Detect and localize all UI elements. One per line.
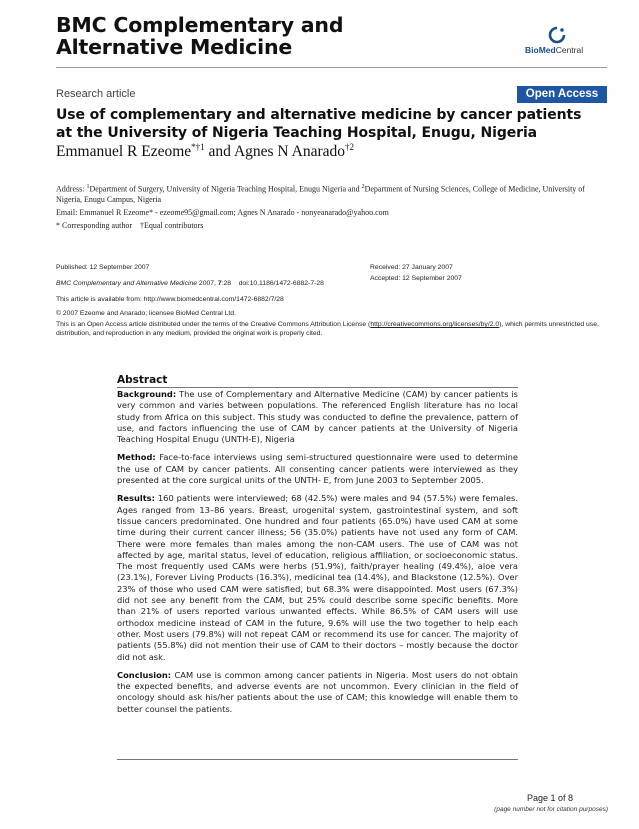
citation-year: 2007, (197, 280, 218, 287)
accepted-date: Accepted: 12 September 2007 (370, 275, 462, 282)
publisher-logo-icon (548, 26, 566, 44)
header-divider (56, 67, 607, 68)
article-type: Research article (56, 88, 136, 100)
section-label: Background: (117, 389, 177, 399)
author-name: Emmanuel R Ezeome (56, 143, 192, 161)
abstract-top-rule (117, 387, 518, 388)
abstract-body (117, 389, 518, 722)
author-separator: and (204, 143, 234, 161)
article-title-line2: at the University of Nigeria Teaching Hospital, Enugu, Nigeria (56, 125, 538, 141)
license-text-start: This is an Open Access article distributed under the terms of the Creative Commons Attribution License ( (56, 321, 371, 328)
author-list (56, 142, 354, 161)
address-text-2: Department of Nursing Sciences, College of Medicine, University of Nigeria, Enugu Campus, Nigeria (56, 184, 585, 205)
address-marker: 2 (361, 184, 365, 190)
section-label: Method: (117, 452, 156, 463)
page-number-note: (page number not for citation purposes) (494, 806, 608, 813)
license-text (56, 320, 616, 338)
publisher-name-bold: BioMed (525, 45, 556, 55)
article-url: This article is available from: http://www.biomedcentral.com/1472-6882/7/28 (56, 296, 284, 303)
section-label: Results: (117, 493, 155, 504)
author-name: Agnes N Anarado (233, 143, 345, 161)
article-title-line1: Use of complementary and alternative medicine by cancer patients (56, 107, 582, 123)
author-affiliation-marker: *†1 (191, 142, 205, 152)
abstract-heading: Abstract (117, 374, 168, 386)
abstract-background (117, 389, 518, 445)
citation-pages: :28 (221, 280, 232, 287)
section-text: 160 patients were interviewed; 68 (42.5%) were males and 94 (57.5%) were females. Ages ranged from 13–86 years. Breast, urogenital system, gastrointestinal system, and soft tissue cancers predominated. One hundred and four patients (65.0%) have used CAM at some time during their current cancer illness; 56 (35.0%) patients have not used any form of CAM. There were more females than males among the non-CAM users. The use of CAM was not affected by age, marital status, level of education, religious affiliation, or socioeconomic status. The most frequently used CAMs were herbs (51.9%), faith/prayer healing (49.4%), aloe vera (23.1%), Forever Living Products (16.3%), medicinal tea (14.4%), and Blackstone (12.5%). Over 23% of those who used CAM were satisfied, but 68.3% were disappointed. Most users (67.3%) did not see any benefit from the CAM, but 25% could describe some specific benefits. More than 21% of users reported various unwanted effects. While 86.5% of CAM users will use orthodox medicine instead of CAM in the future, 9.6% will use the two together to help each other. Most users (79.8%) will not repeat CAM or recommend its use for cancer. The majority of patients (55.8%) did not mention their use of CAM to their doctors – mostly because the doctor did not ask. (117, 493, 518, 662)
abstract-bottom-rule (117, 759, 518, 760)
address-text-1: Department of Surgery, University of Nigeria Teaching Hospital, Enugu Nigeria and (89, 184, 362, 194)
equal-contribution-note: †Equal contributors (140, 221, 204, 230)
section-text: Face-to-face interviews using semi-structured questionnaire were used to determine the use of CAM by cancer patients. All consenting cancer patients were interviewed as they presented at the core surgical units of the UNTH- E, from June 2003 to September 2005. (117, 452, 518, 486)
abstract-method (117, 452, 518, 486)
article-title (56, 106, 616, 142)
publisher-logo (520, 26, 602, 60)
abstract-conclusion (117, 670, 518, 715)
license-link[interactable]: http://creativecommons.org/licenses/by/2.0 (370, 321, 500, 328)
address-label: Address: (56, 184, 87, 194)
citation-volume: 7 (217, 280, 222, 287)
citation-journal: BMC Complementary and Alternative Medicine (56, 280, 198, 287)
received-date: Received: 27 January 2007 (370, 264, 453, 271)
section-label: Conclusion: (117, 669, 172, 680)
abstract-results (117, 493, 518, 662)
publisher-name-rest: Central (555, 45, 584, 55)
page-number: Page 1 of 8 (527, 793, 574, 803)
address-marker: 1 (86, 184, 90, 190)
citation (56, 279, 324, 288)
author-affiliation-marker: †2 (345, 142, 354, 152)
publisher-name (525, 45, 583, 55)
journal-title (56, 14, 396, 58)
license-text-end: ), which permits unrestricted use, distribution, and reproduction in any medium, provided the original work is properly cited. (56, 321, 599, 337)
open-access-badge: Open Access (517, 86, 607, 103)
copyright-line: © 2007 Ezeome and Anarado; licensee BioMed Central Ltd. (56, 310, 236, 317)
author-footnotes (56, 221, 606, 232)
citation-doi: doi:10.1186/1472-6882-7-28 (238, 280, 324, 287)
journal-title-line2: Alternative Medicine (56, 35, 293, 59)
author-address (56, 182, 606, 206)
email-line: Email: Emmanuel R Ezeome* - ezeome95@gmail.com; Agnes N Anarado - nonyeanarado@yahoo.com (56, 208, 389, 217)
section-text: The use of Complementary and Alternative Medicine (CAM) by cancer patients is very common and varies between populations. The referenced English literature has no local study from Africa on this subject. This study was conducted to define the prevalence, pattern of use, and factors influencing the use of CAM by cancer patients at the University of Nigeria Teaching Hospital Enugu (UNTH-E), Nigeria (117, 389, 518, 445)
published-date: Published: 12 September 2007 (56, 264, 150, 271)
corresponding-author-note: * Corresponding author (56, 221, 132, 230)
journal-title-line1: BMC Complementary and (56, 13, 344, 37)
section-text: CAM use is common among cancer patients in Nigeria. Most users do not obtain the expected benefits, and adverse events are not uncommon. Every clinician in the field of oncology should ask his/her patients about the use of CAM; this knowledge will enable them to better counsel the patients. (117, 669, 518, 714)
